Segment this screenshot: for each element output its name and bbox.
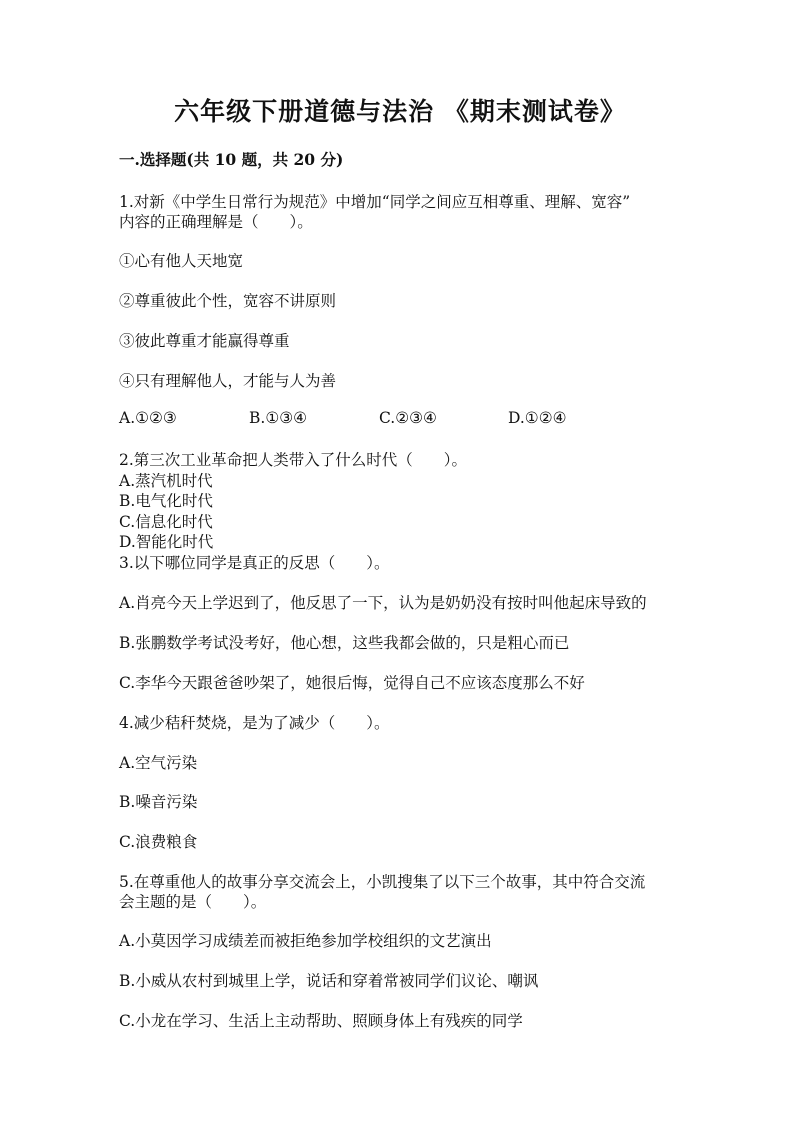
q2-option-d[interactable]: D.智能化时代 [119,533,214,551]
q5-option-c[interactable]: C.小龙在学习、生活上主动帮助、照顾身体上有残疾的同学 [119,1012,523,1030]
q2-option-c[interactable]: C.信息化时代 [119,513,213,531]
q5-option-a[interactable]: A.小莫因学习成绩差而被拒绝参加学校组织的文艺演出 [119,932,492,950]
q1-option-b[interactable]: B.①③④ [249,409,308,427]
q2-option-b[interactable]: B.电气化时代 [119,492,213,510]
q4-stem: 4.减少秸秆焚烧，是为了减少（ ）。 [119,714,390,732]
q5-option-b[interactable]: B.小威从农村到城里上学，说话和穿着常被同学们议论、嘲讽 [119,972,539,990]
q4-option-c[interactable]: C.浪费粮食 [119,833,198,851]
section-heading: 一.选择题(共 10 题，共 20 分) [119,150,344,169]
q1-statement-3: ③彼此尊重才能赢得尊重 [119,332,290,350]
q5-stem-line1: 5.在尊重他人的故事分享交流会上，小凯搜集了以下三个故事，其中符合交流 [119,873,646,891]
q1-statement-2: ②尊重彼此个性，宽容不讲原则 [119,292,337,310]
q1-option-a[interactable]: A.①②③ [119,409,177,427]
q1-statement-4: ④只有理解他人，才能与人为善 [119,372,337,390]
q3-option-c[interactable]: C.李华今天跟爸爸吵架了，她很后悔，觉得自己不应该态度那么不好 [119,674,585,692]
q1-stem-line1: 1.对新《中学生日常行为规范》中增加“同学之间应互相尊重、理解、宽容” [119,193,631,211]
q1-options [119,409,719,431]
q1-statement-1: ①心有他人天地宽 [119,252,244,270]
q3-stem: 3.以下哪位同学是真正的反思（ ）。 [119,554,390,572]
q5-stem-line2: 会主题的是（ ）。 [119,893,267,911]
page-title: 六年级下册道德与法治 《期末测试卷》 [174,97,626,126]
q1-option-d[interactable]: D.①②④ [508,409,567,427]
q2-option-a[interactable]: A.蒸汽机时代 [119,472,213,490]
q2-stem: 2.第三次工业革命把人类带入了什么时代（ ）。 [119,451,468,469]
q3-option-b[interactable]: B.张鹏数学考试没考好，他心想，这些我都会做的，只是粗心而已 [119,634,570,652]
q3-option-a[interactable]: A.肖亮今天上学迟到了，他反思了一下，认为是奶奶没有按时叫他起床导致的 [119,594,647,612]
q1-option-c[interactable]: C.②③④ [379,409,437,427]
q4-option-a[interactable]: A.空气污染 [119,754,198,772]
q1-stem-line2: 内容的正确理解是（ ）。 [119,213,313,231]
q4-option-b[interactable]: B.噪音污染 [119,793,198,811]
